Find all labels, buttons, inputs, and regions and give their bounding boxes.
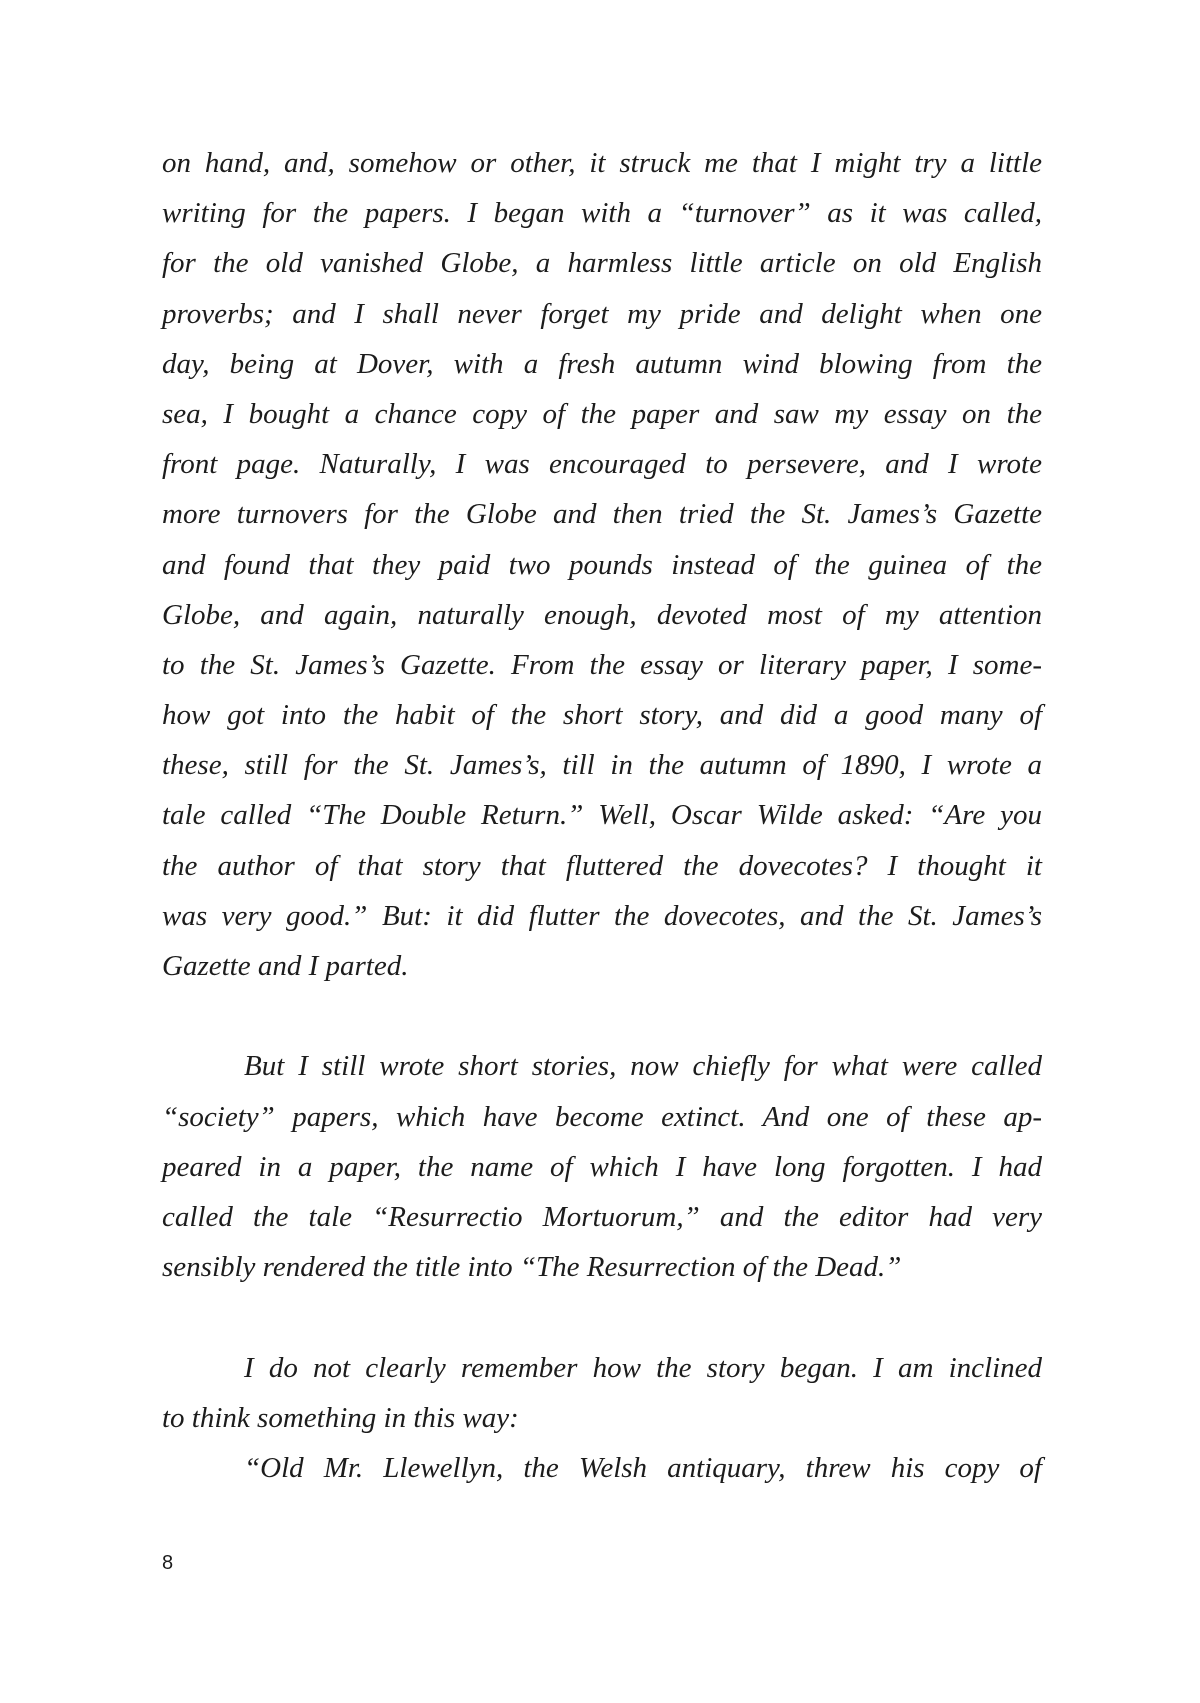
text-line: more turnovers for the Globe and then tried the St. James’s Gazette [162, 498, 1042, 531]
text-line: tale called “The Double Return.” Well, Oscar Wilde asked: “Are you [162, 799, 1042, 832]
body-text [162, 138, 1042, 1493]
text-line: and found that they paid two pounds instead of the guinea of the [162, 548, 1042, 581]
text-line: “Old Mr. Llewellyn, the Welsh antiquary, threw his copy of [244, 1451, 1042, 1484]
paragraph-gap [162, 1292, 1042, 1342]
text-line: “society” papers, which have become extinct. And one of these ap- [162, 1100, 1042, 1133]
text-line: to the St. James’s Gazette. From the essay or literary paper, I some- [162, 648, 1042, 681]
text-line: these, still for the St. James’s, till in the autumn of 1890, I wrote a [162, 749, 1042, 782]
text-line: writing for the papers. I began with a “turnover” as it was called, [162, 197, 1042, 230]
text-line: Gazette and I parted. [162, 950, 409, 982]
text-line: peared in a paper, the name of which I have long forgotten. I had [162, 1150, 1042, 1183]
text-line: proverbs; and I shall never forget my pride and delight when one [162, 297, 1042, 330]
page-number: 8 [162, 1552, 174, 1574]
text-line: to think something in this way: [162, 1401, 519, 1434]
text-line: I do not clearly remember how the story began. I am inclined [244, 1351, 1042, 1384]
text-line: was very good.” But: it did flutter the dovecotes, and the St. James’s [162, 899, 1042, 932]
text-line: But I still wrote short stories, now chiefly for what were called [244, 1050, 1042, 1083]
text-line: sensibly rendered the title into “The Resurrection of the Dead.” [162, 1251, 902, 1284]
text-line: sea, I bought a chance copy of the paper and saw my essay on the [162, 397, 1042, 430]
text-line: called the tale “Resurrectio Mortuorum,” and the editor had very [162, 1200, 1042, 1233]
text-line: Globe, and again, naturally enough, devoted most of my attention [162, 598, 1042, 631]
text-line: for the old vanished Globe, a harmless little article on old English [162, 247, 1042, 280]
text-line: day, being at Dover, with a fresh autumn wind blowing from the [162, 347, 1042, 380]
text-line: how got into the habit of the short story, and did a good many of [162, 699, 1042, 732]
text-line: front page. Naturally, I was encouraged to persevere, and I wrote [162, 448, 1042, 481]
text-line: on hand, and, somehow or other, it struck me that I might try a little [162, 147, 1042, 179]
paragraph-gap [162, 991, 1042, 1041]
text-line: the author of that story that fluttered the dovecotes? I thought it [162, 849, 1042, 882]
